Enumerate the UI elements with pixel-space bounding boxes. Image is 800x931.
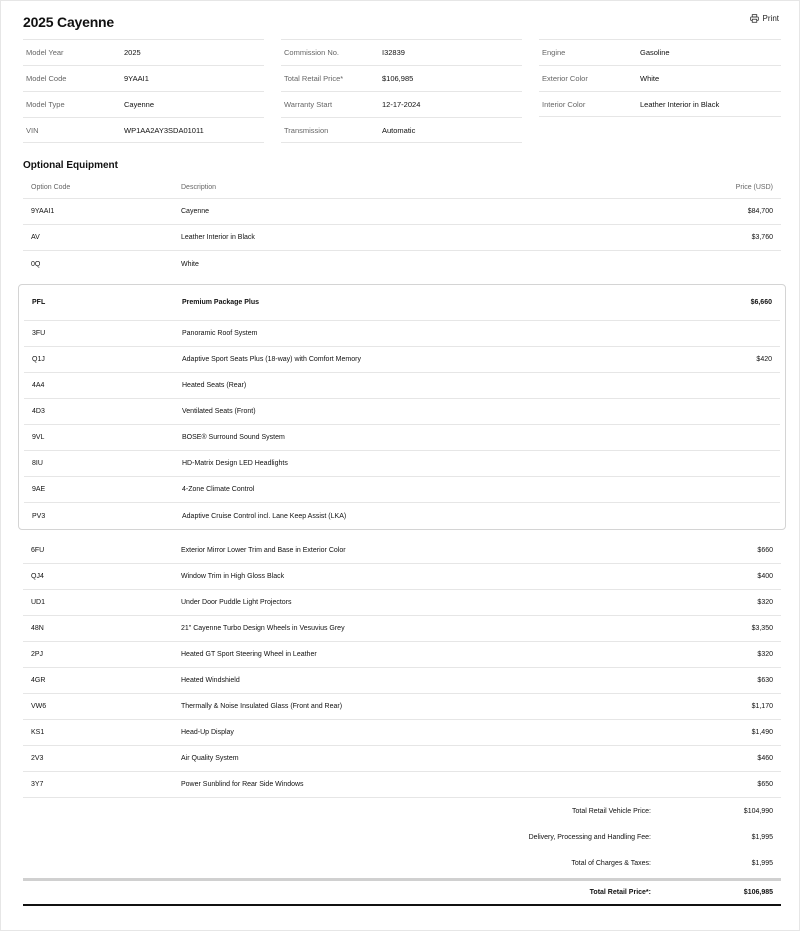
spec-label: Model Code: [26, 74, 67, 83]
option-price: $320: [757, 651, 773, 658]
option-description: HD-Matrix Design LED Headlights: [182, 460, 288, 467]
option-price: $320: [757, 599, 773, 606]
spec-engine: [539, 39, 781, 65]
spec-value: Cayenne: [124, 100, 155, 109]
option-code: 6FU: [31, 547, 45, 554]
spec-value: Automatic: [382, 125, 416, 135]
spec-value: White: [640, 74, 660, 83]
total-value: $1,995: [751, 859, 773, 867]
option-code: Q1J: [32, 356, 45, 363]
page-title: 2025 Cayenne: [23, 14, 114, 30]
package-item-row: [24, 451, 780, 477]
spec-warranty-start: [281, 91, 522, 117]
spec-commission-no: [281, 39, 522, 65]
option-code: 4D3: [32, 408, 45, 415]
option-price: $650: [757, 781, 773, 788]
option-description: 21" Cayenne Turbo Design Wheels in Vesuvius Grey: [181, 625, 345, 632]
option-description: Thermally & Noise Insulated Glass (Front and Rear): [181, 703, 343, 710]
package-item-row: [24, 425, 780, 451]
spec-total-retail-price: [281, 65, 522, 91]
option-description: White: [181, 260, 199, 268]
option-code: 3Y7: [31, 781, 44, 788]
option-price: $1,490: [751, 729, 773, 736]
package-item-row: [24, 503, 780, 529]
option-code: 4GR: [31, 677, 46, 684]
table-row: [23, 746, 781, 772]
option-price: $84,700: [747, 208, 773, 215]
option-price: $420: [756, 356, 772, 363]
option-price: $6,660: [750, 299, 772, 306]
table-row: [23, 199, 781, 225]
option-description: Panoramic Roof System: [182, 330, 258, 337]
option-code: 48N: [31, 625, 44, 632]
spec-model-type: [23, 91, 264, 117]
spec-value: Gasoline: [640, 48, 670, 57]
option-description: Cayenne: [181, 208, 210, 215]
option-description: Window Trim in High Gloss Black: [181, 573, 285, 580]
spec-label: Exterior Color: [542, 74, 588, 83]
option-code: 8IU: [32, 460, 43, 467]
option-description: Exterior Mirror Lower Trim and Base in Exterior Color: [181, 547, 346, 554]
spec-label: Commission No.: [284, 48, 340, 57]
total-label: Total of Charges & Taxes:: [571, 859, 651, 867]
option-price: $630: [757, 677, 773, 684]
option-code: VW6: [31, 703, 47, 710]
spec-model-code: [23, 65, 264, 91]
spec-value: WP1AA2AY3SDA01011: [124, 125, 204, 135]
option-price: $660: [757, 547, 773, 554]
option-code: 0Q: [31, 260, 41, 268]
option-code: QJ4: [31, 573, 44, 580]
spec-label: VIN: [26, 125, 39, 135]
total-value: $104,990: [743, 807, 773, 815]
spec-value: I32839: [382, 48, 405, 57]
option-price: $400: [757, 573, 773, 580]
spec-label: Total Retail Price*: [284, 74, 344, 83]
option-description: Heated Seats (Rear): [182, 382, 247, 389]
total-row-vehicle-price: [23, 798, 781, 824]
specs-column-3: [539, 39, 781, 143]
package-item-row: [24, 373, 780, 399]
total-row-delivery-fee: [23, 824, 781, 850]
spec-vin: [23, 117, 264, 143]
option-code: KS1: [31, 729, 45, 736]
spec-label: Interior Color: [542, 99, 586, 109]
option-code: 9AE: [32, 486, 46, 493]
vehicle-specs: [23, 39, 781, 143]
table-row: [23, 616, 781, 642]
print-label: Print: [762, 14, 779, 23]
option-code: PV3: [32, 512, 46, 520]
price-totals: [23, 798, 781, 906]
total-value: $1,995: [751, 833, 773, 841]
total-row-final: [23, 878, 781, 906]
spec-label: Transmission: [284, 125, 329, 135]
table-row: [23, 538, 781, 564]
option-description: BOSE® Surround Sound System: [182, 434, 285, 441]
option-description: Premium Package Plus: [182, 299, 260, 306]
option-price: $3,350: [751, 625, 773, 632]
print-button[interactable]: [750, 14, 779, 23]
premium-package-group: [18, 284, 786, 530]
option-price: $3,760: [751, 234, 773, 241]
option-description: Adaptive Sport Seats Plus (18-way) with Comfort Memory: [182, 356, 361, 363]
optional-equipment-title: Optional Equipment: [23, 160, 118, 171]
option-price: $1,170: [751, 703, 773, 710]
spec-value: 2025: [124, 48, 141, 57]
spec-value: Leather Interior in Black: [640, 99, 720, 109]
option-code: 2PJ: [31, 651, 44, 658]
optional-equipment-table: [23, 176, 781, 906]
package-item-row: [24, 347, 780, 373]
option-description: Leather Interior in Black: [181, 234, 255, 241]
option-description: Air Quality System: [181, 755, 239, 762]
table-header: [23, 176, 781, 199]
spec-transmission: [281, 117, 522, 143]
table-row: [23, 251, 781, 277]
option-code: 2V3: [31, 755, 44, 762]
package-item-row: [24, 399, 780, 425]
package-header-row: [24, 285, 780, 321]
printer-icon: [750, 14, 759, 23]
table-row: [23, 668, 781, 694]
option-code: 3FU: [32, 330, 46, 337]
spec-value: 9YAAI1: [124, 74, 149, 83]
spec-label: Engine: [542, 48, 566, 57]
option-code: 9VL: [32, 434, 45, 441]
option-code: AV: [31, 234, 40, 241]
option-code: PFL: [32, 299, 46, 306]
table-row: [23, 720, 781, 746]
table-row: [23, 225, 781, 251]
total-value: $106,985: [743, 889, 773, 896]
option-description: Under Door Puddle Light Projectors: [181, 599, 292, 606]
specs-column-1: [23, 39, 264, 143]
option-description: Heated Windshield: [181, 677, 240, 684]
total-row-charges-taxes: [23, 850, 781, 876]
total-label: Total Retail Price*:: [589, 889, 651, 896]
spec-model-year: [23, 39, 264, 65]
option-description: Ventilated Seats (Front): [182, 408, 256, 415]
option-price: $460: [757, 755, 773, 762]
option-description: Power Sunblind for Rear Side Windows: [181, 781, 304, 788]
table-row: [23, 590, 781, 616]
package-item-row: [24, 321, 780, 347]
package-item-row: [24, 477, 780, 503]
spec-interior-color: [539, 91, 781, 117]
option-description: 4-Zone Climate Control: [182, 486, 255, 493]
spec-exterior-color: [539, 65, 781, 91]
table-row: [23, 694, 781, 720]
header-description: Description: [181, 183, 217, 191]
table-row: [23, 772, 781, 798]
spec-label: Model Type: [26, 100, 65, 109]
spec-label: Warranty Start: [284, 100, 333, 109]
option-code: 9YAAI1: [31, 208, 55, 215]
spec-label: Model Year: [26, 48, 64, 57]
specs-column-2: [281, 39, 522, 143]
table-row: [23, 564, 781, 590]
option-code: 4A4: [32, 382, 45, 389]
option-description: Head-Up Display: [181, 729, 234, 736]
option-description: Adaptive Cruise Control incl. Lane Keep Assist (LKA): [182, 512, 347, 520]
option-description: Heated GT Sport Steering Wheel in Leather: [181, 651, 317, 658]
table-row: [23, 642, 781, 668]
total-label: Total Retail Vehicle Price:: [572, 807, 651, 815]
option-code: UD1: [31, 599, 46, 606]
spec-value: 12-17-2024: [382, 100, 421, 109]
total-label: Delivery, Processing and Handling Fee:: [528, 833, 651, 841]
header-price: Price (USD): [735, 183, 773, 191]
header-option-code: Option Code: [31, 183, 71, 191]
spec-value: $106,985: [382, 74, 414, 83]
